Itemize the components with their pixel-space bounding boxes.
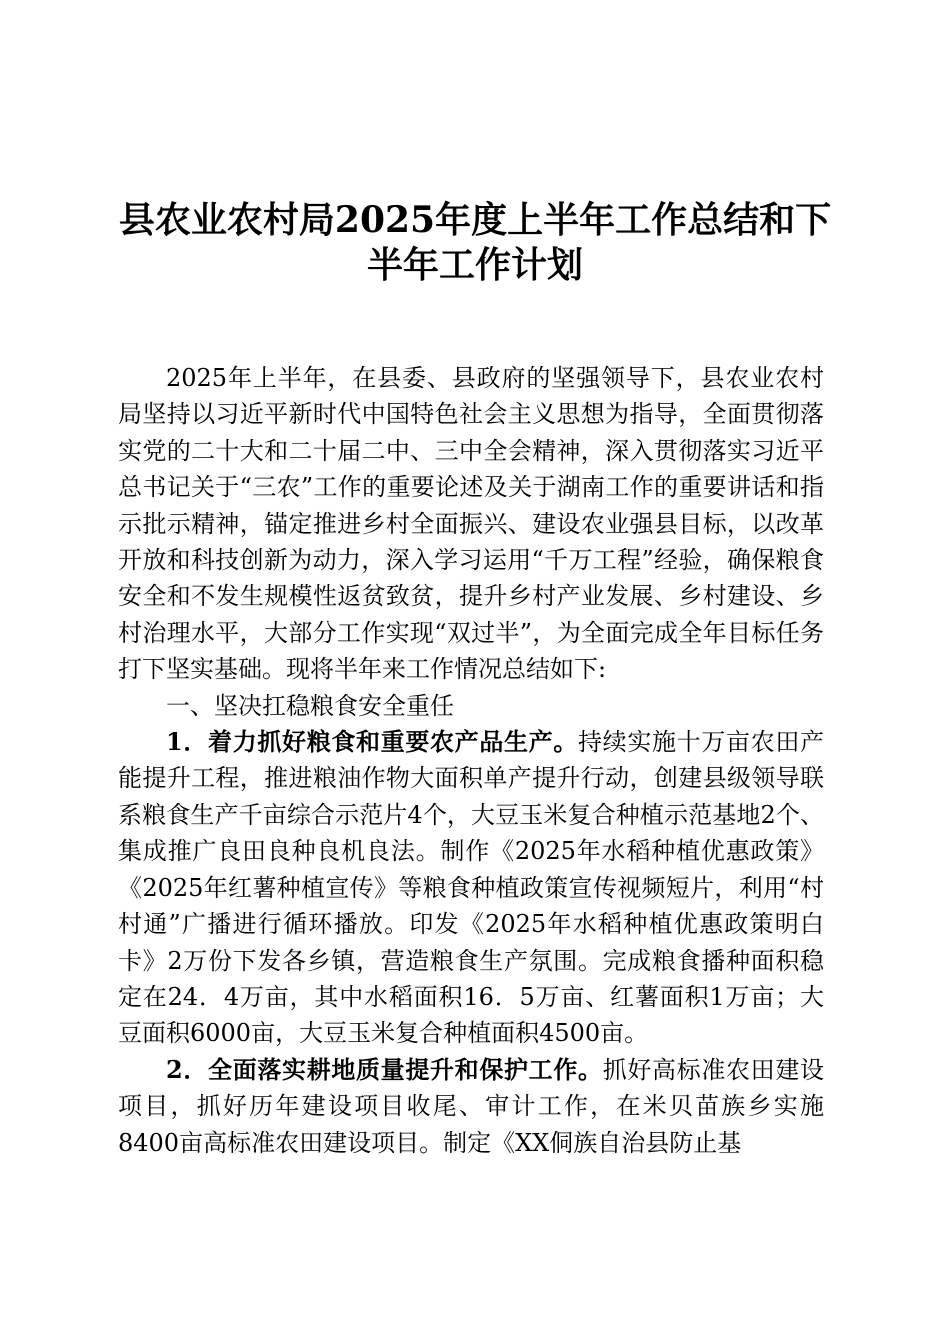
document-body [118, 360, 824, 1161]
intro-paragraph: 2025年上半年，在县委、县政府的坚强领导下，县农业农村局坚持以习近平新时代中国特色社会主义思想为指导，全面贯彻落实党的二十大和二十届二中、三中全会精神，深入贯彻落实习近平总书记关于“三农”工作的重要论述及关于湖南工作的重要讲话和指示批示精神，锚定推进乡村全面振兴、建设农业强县目标，以改革开放和科技创新为动力，深入学习运用“千万工程”经验，确保粮食安全和不发生规模性返贫致贫，提升乡村产业发展、乡村建设、乡村治理水平，大部分工作实现“双过半”，为全面完成全年目标任务打下坚实基础。现将半年来工作情况总结如下: [118, 364, 824, 684]
section-1-heading: 一、坚决扛稳粮食安全重任 [166, 691, 454, 720]
document-title-line-2: 半年工作计划 [366, 244, 583, 286]
item-1-paragraph [118, 724, 824, 1052]
item-1-body: 持续实施十万亩农田产能提升工程，推进粮油作物大面积单产提升行动，创建县级领导联系粮食生产千亩综合示范片4个，大豆玉米复合种植示范基地2个、集成推广良田良种良机良法。制作《2025年水稻种植优惠政策》《2025年红薯种植宣传》等粮食种植政策宣传视频短片，利用“村村通”广播进行循环播放。印发《2025年水稻种植优惠政策明白卡》2万份下发各乡镇，营造粮食生产氛围。完成粮食播种面积稳定在24．4万亩，其中水稻面积16．5万亩、红薯面积1万亩；大豆面积6000亩，大豆玉米复合种植面积4500亩。 [118, 728, 825, 1048]
document-title-line-1: 县农业农村局2025年度上半年工作总结和下 [118, 199, 832, 241]
item-1-lead: 1．着力抓好粮食和重要农产品生产。 [166, 727, 579, 757]
item-2-paragraph [118, 1052, 824, 1161]
item-2-lead: 2．全面落实耕地质量提升和保护工作。 [166, 1054, 603, 1084]
item-2-body: 抓好高标准农田建设项目，抓好历年建设项目收尾、审计工作，在米贝苗族乡实施8400亩高标准农田建设项目。制定《XX侗族自治县防止基 [118, 1055, 825, 1157]
